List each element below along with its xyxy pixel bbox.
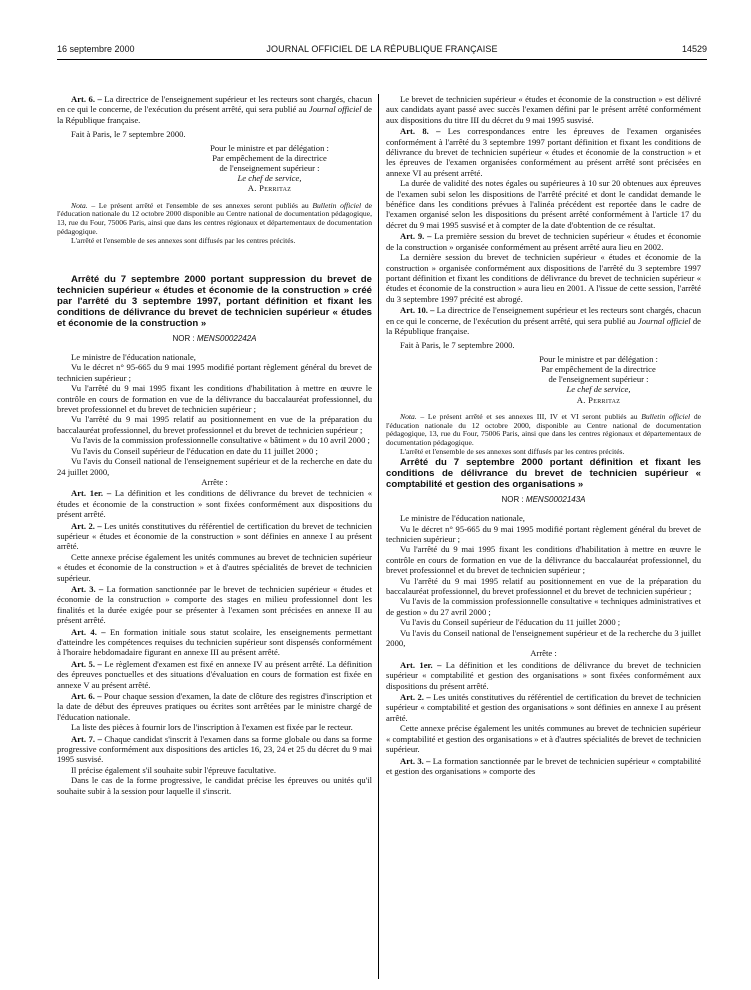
visa: Vu l'avis de la commission professionnelle consultative « bâtiment » du 10 avril 2000 ; <box>71 435 370 446</box>
article-label: Art. 3. – <box>400 755 431 766</box>
visa: Vu l'arrêté du 9 mai 1995 relatif au positionnement en vue de la préparation du baccalauréat professionnel, du brevet professionnel et du brevet de technicien supérieur ; <box>386 575 701 596</box>
bulletin-officiel-ref: Bulletin officiel <box>641 411 691 421</box>
article-paragraph: La liste des pièces à fournir lors de l'inscription à l'examen est fixée par le recteur. <box>71 722 353 733</box>
signature-block <box>57 143 372 194</box>
nota-text: L'arrêté et l'ensemble de ses annexes sont diffusés par les centres précités. <box>71 235 296 245</box>
decree-title: Arrêté du 7 septembre 2000 portant suppression du brevet de technicien supérieur « études et économie de la construction » créé par l'arrêté du 3 septembre 1997, portant définition et fixant les conditions de délivrance du brevet de technicien supérieur « études et économie de la construction » <box>57 273 372 329</box>
article-label: Art. 6. – <box>71 691 102 702</box>
nor-value: MENS0002143A <box>525 494 586 504</box>
bulletin-officiel-ref: Bulletin officiel <box>312 200 362 210</box>
arrete-heading: Arrête : <box>201 476 228 487</box>
signatory-name: A. Perritaz <box>576 394 621 405</box>
visa: Vu l'avis du Conseil national de l'enseignement supérieur et de la recherche du 3 juillet 2000, <box>386 627 701 649</box>
arrete-heading: Arrête : <box>530 648 557 659</box>
column-separator <box>378 94 379 979</box>
visa: Vu l'arrêté du 9 mai 1995 fixant les conditions d'habilitation à mettre en œuvre le contrôle en cours de formation en vue de la délivrance du baccalauréat professionnel, du brevet professionnel et du brevet de technicien supérieur ; <box>57 383 372 415</box>
article-text: de la République française. <box>57 104 372 125</box>
nota-part: – Le présent arrêté et l'ensemble de ses annexes seront publiés au <box>87 200 313 210</box>
article-label: Art. 2. – <box>71 520 102 531</box>
header-page-number: 14529 <box>681 44 707 54</box>
nor-label: NOR : <box>172 333 197 343</box>
article-label: Art. 1er. – <box>400 659 442 670</box>
visa: Vu le décret n° 95-665 du 9 mai 1995 modifié portant règlement général du brevet de technicien supérieur ; <box>57 362 372 383</box>
nor-value: MENS0002242A <box>196 333 257 343</box>
nota-text: L'arrêté et l'ensemble de ses annexes sont diffusés par les centres précités. <box>400 446 625 456</box>
nota-block <box>386 413 701 457</box>
article-label: Art. 3. – <box>71 583 104 594</box>
nota-text <box>57 202 372 237</box>
journal-officiel-ref: Journal officiel <box>637 315 691 326</box>
signature-line: de l'enseignement supérieur : <box>219 163 320 174</box>
nor-reference <box>57 334 372 344</box>
left-column <box>57 94 372 796</box>
article-text: La définition et les conditions de délivrance du brevet de technicien supérieur « comptabilité et gestion des organisations » sont fixées conformément aux dispositions du présent arrêté. <box>386 659 701 691</box>
article-text: Les unités constitutives du référentiel de certification du brevet de technicien supérieur « comptabilité et gestion des organisations » sont définies en annexe I au présent arrêté. <box>386 692 701 723</box>
visa: Vu l'arrêté du 9 mai 1995 fixant les conditions d'habilitation à mettre en œuvre le contrôle en cours de formation en vue de la délivrance du baccalauréat professionnel, du brevet professionnel et du brevet de technicien supérieur ; <box>386 544 701 576</box>
signature-line: Par empêchement de la directrice <box>212 152 327 163</box>
article-label: Art. 8. – <box>400 126 441 137</box>
nor-reference <box>386 495 701 505</box>
article <box>386 305 701 336</box>
visa: Le ministre de l'éducation nationale, <box>71 352 196 363</box>
article-paragraph: Le brevet de technicien supérieur « études et économie de la construction » est délivré aux candidats ayant passé avec succès l'examen défini par le présent arrêté conformément aux dispositions du titre III du décret du 9 mai 1995 susvisé. <box>386 94 701 125</box>
article <box>57 734 372 765</box>
article-text: Chaque candidat s'inscrit à l'examen dans sa forme globale ou dans sa forme progressive conformément aux dispositions des articles 16, 23, 24 et 25 du décret du 9 mai 1995 susvisé. <box>57 733 372 765</box>
article <box>57 691 372 722</box>
article-text: Le règlement d'examen est fixé en annexe IV au présent arrêté. La définition des épreuves ponctuelles et des situations d'évaluation en cours de formation est fixée en annexe V au présent arrêté. <box>57 658 372 690</box>
page-header <box>57 44 707 56</box>
signatory-name: A. Perritaz <box>247 183 292 194</box>
nota-block <box>57 202 372 246</box>
fait-line: Fait à Paris, le 7 septembre 2000. <box>400 340 515 351</box>
article-text: Pour chaque session d'examen, la date de clôture des registres d'inscription et la date de début des épreuves pratiques ou écrites sont arrêtées par le ministre chargé de l'éducation nationale. <box>57 691 372 722</box>
article-label: Art. 7. – <box>71 733 102 744</box>
visa: Vu l'avis du Conseil supérieur de l'éducation en date du 11 juillet 2000 ; <box>71 445 318 456</box>
decree-title: Arrêté du 7 septembre 2000 portant définition et fixant les conditions de délivrance du brevet de technicien supérieur « comptabilité et gestion des organisations » <box>386 456 701 490</box>
article-paragraph: Cette annexe précise également les unités communes au brevet de technicien supérieur « études et économie de la construction » et à d'autres spécialités de brevet de technicien supérieur. <box>57 551 372 583</box>
nota-part: – Le présent arrêté et ses annexes III, IV et VI seront publiés au <box>416 411 642 421</box>
article <box>57 627 372 658</box>
article-label: Art. 4. – <box>71 626 106 637</box>
article-label: Art. 9. – <box>400 231 432 242</box>
article-label: Art. 5. – <box>71 658 102 669</box>
visa: Vu l'avis du Conseil supérieur de l'éducation du 11 juillet 2000 ; <box>400 617 621 628</box>
fait-line: Fait à Paris, le 7 septembre 2000. <box>71 129 186 140</box>
header-date: 16 septembre 2000 <box>57 44 135 54</box>
article-label: Art. 6. – <box>71 94 102 104</box>
signature-line: Par empêchement de la directrice <box>541 363 656 374</box>
signature-line: de l'enseignement supérieur : <box>548 374 649 385</box>
nota-label: Nota. <box>400 411 417 421</box>
article-text: La directrice de l'enseignement supérieur et les recteurs sont chargés, chacun en ce qui le concerne, de l'exécution du présent arrêté, qui sera publié au <box>386 305 702 326</box>
visa: Le ministre de l'éducation nationale, <box>400 513 525 524</box>
article-label: Art. 10. – <box>400 305 435 316</box>
article-text: Les unités constitutives du référentiel de certification du brevet de technicien supérieur « études et économie de la construction » sont définies en annexe I au présent arrêté. <box>57 520 372 552</box>
article <box>57 488 372 519</box>
right-column <box>386 94 701 776</box>
article-text: Les correspondances entre les épreuves de l'examen organisées conformément à l'arrêté du 3 septembre 1997 portant définition et fixant les conditions de délivrance du brevet de technicien supérieur « études et économie de la construction » et les épreuves de l'examen organisées conformément au présent arrêté sont précisées en annexe VI au présent arrêté. <box>386 126 701 178</box>
article <box>386 231 701 252</box>
article-text: La formation sanctionnée par le brevet de technicien supérieur « comptabilité et gestion des organisations » comporte des <box>386 755 701 776</box>
signature-block <box>386 354 701 405</box>
article <box>386 660 701 691</box>
article-paragraph: Cette annexe précise également les unités communes au brevet de technicien supérieur « comptabilité et gestion des organisations » et à d'autres spécialités de brevet de technicien supérieur. <box>386 723 701 755</box>
article-label: Art. 1er. – <box>71 488 112 499</box>
article <box>57 521 372 552</box>
visa: Vu l'avis de la commission professionnelle consultative « techniques administratives et de gestion » du 27 avril 2000 ; <box>386 596 701 617</box>
visa: Vu l'arrêté du 9 mai 1995 relatif au positionnement en vue de la préparation du baccalauréat professionnel, du brevet professionnel et du brevet de technicien supérieur ; <box>57 414 372 435</box>
signature-line: Pour le ministre et par délégation : <box>210 142 329 153</box>
article-paragraph: La durée de validité des notes égales ou supérieures à 10 sur 20 obtenues aux épreuves de l'examen subi selon les dispositions de l'arrêté précité et dont le candidat demande le bénéfice dans les conditions prévues à l'alinéa précédent est reportée dans le cadre de l'examen organisé selon les dispositions du présent arrêté conformément à l'article 17 du décret du 9 mai 1995 susvisé et à compter de la date d'obtention de ce résultat. <box>386 178 701 230</box>
nota-text <box>386 413 701 448</box>
article-paragraph: La dernière session du brevet de technicien supérieur « études et économie de la construction » organisée conformément aux dispositions de l'arrêté du 3 septembre 1997 portant définition et fixant les conditions de délivrance du brevet de technicien supérieur « études et économie de la construction » aura lieu en 2001. A l'issue de cette session, l'arrêté du 3 septembre 1997 précité est abrogé. <box>386 252 701 304</box>
article-text: La première session du brevet de technicien supérieur « études et économie de la construction » organisée conformément au présent arrêté aura lieu en 2002. <box>386 231 702 252</box>
header-rule <box>57 59 707 60</box>
article-paragraph: Il précise également s'il souhaite subir l'épreuve facultative. <box>71 764 276 775</box>
header-journal-title: JOURNAL OFFICIEL DE LA RÉPUBLIQUE FRANÇAISE <box>266 44 498 54</box>
visa: Vu le décret n° 95-665 du 9 mai 1995 modifié portant règlement général du brevet de technicien supérieur ; <box>386 523 701 544</box>
article-text: En formation initiale sous statut scolaire, les enseignements permettant d'atteindre les compétences requises du technicien supérieur sont dispensés conformément à l'horaire hebdomadaire figurant en annexe III au présent arrêté. <box>57 626 373 658</box>
article-text: La formation sanctionnée par le brevet de technicien supérieur « études et économie de la construction » comporte des stages en milieu professionnel dont les finalités et la durée exigée pour se présenter à l'examen sont précisées en annexe II au présent arrêté. <box>57 583 372 626</box>
article-label: Art. 2. – <box>400 692 431 703</box>
article-text: La directrice de l'enseignement supérieur et les recteurs sont chargés, chacun en ce qui le concerne, de l'exécution du présent arrêté, qui sera publié au <box>57 94 372 115</box>
article <box>386 126 701 178</box>
article <box>57 94 372 125</box>
article-text: La définition et les conditions de délivrance du brevet de technicien « études et économie de la construction » sont fixées conformément aux dispositions du présent arrêté. <box>57 488 372 520</box>
signature-line: Le chef de service, <box>566 384 631 395</box>
journal-officiel-ref: Journal officiel <box>308 104 362 115</box>
article <box>57 659 372 690</box>
visa: Vu l'avis du Conseil national de l'enseignement supérieur et de la recherche en date du 24 juillet 2000, <box>57 456 372 477</box>
signature-line: Pour le ministre et par délégation : <box>539 353 658 364</box>
article <box>57 584 372 626</box>
signature-line: Le chef de service, <box>237 173 302 184</box>
article-text: de la République française. <box>386 315 701 336</box>
article <box>386 756 701 777</box>
nota-label: Nota. <box>71 200 88 210</box>
article-paragraph: Dans le cas de la forme progressive, le candidat précise les épreuves ou unités qu'il souhaite subir à la session pour laquelle il s'inscrit. <box>57 775 372 796</box>
nota-part: de l'éducation nationale du 12 octobre 2000 disponible au Centre national de documentation pédagogique, 13, rue du Four, 75006 Paris, ainsi que dans les centres régionaux et départementaux de documentation pédagogique. <box>57 200 372 237</box>
nor-label: NOR : <box>501 494 526 504</box>
nota-part: de l'éducation nationale du 12 octobre 2000, disponible au Centre national de documentation pédagogique, 13, rue du Four, 75006 Paris, ainsi que dans les centres régionaux et départementaux de documentation pédagogique. <box>386 411 701 448</box>
article <box>386 692 701 723</box>
